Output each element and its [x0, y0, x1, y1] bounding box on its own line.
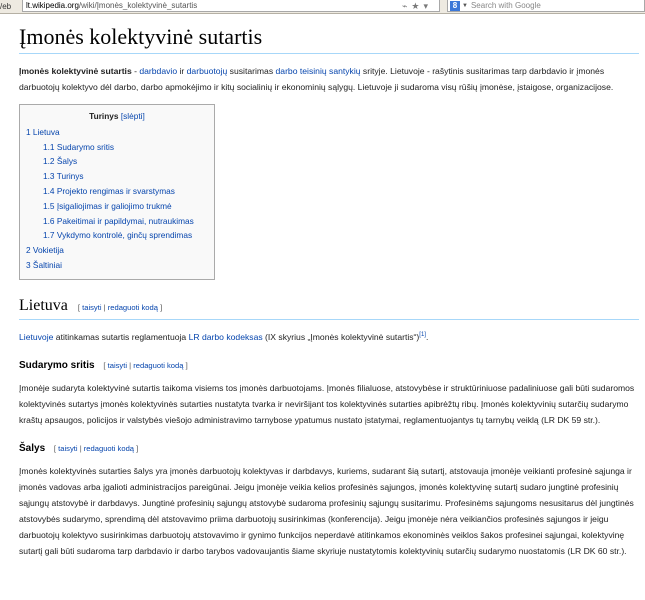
google-icon[interactable]: 8	[450, 1, 460, 11]
sudarymo-paragraph: Įmonėje sudaryta kolektyvinė sutartis taikoma visiems tos įmonės darbuotojams. Įmonės filialuose, atstovybėse ir struktūriniuose padaliniuose gali būti sudaromos kolektyvinės sutartys įmonės kolektyvinės sutarties nustatyta tvarka ir neviršijant tos kolektyvinės sutarties apibrėžtų ribų. Įmonės kolektyvinių sutarčių sudarymo kraštų apsaugos, policijos ir valstybės viešojo administravimo tarnybose ypatumus nustato įstatymai, reglamentuojantys tų tarnybų veiklą (LR DK 59 str.).	[19, 382, 635, 425]
link-darbo-teisiniu-santykiu[interactable]: darbo teisinių santykių	[275, 66, 361, 76]
edit-bracket-close: ]	[157, 302, 163, 312]
edit-source-link[interactable]: redaguoti kodą	[133, 360, 184, 370]
toc-hide-toggle[interactable]: [slėpti]	[120, 111, 145, 121]
edit-bracket-close: ]	[134, 443, 139, 453]
url-path: /wiki/Įmonės_kolektyvinė_sutartis	[78, 1, 198, 10]
edit-section-links	[54, 444, 138, 453]
address-bar-icons	[402, 0, 432, 12]
edit-separator: |	[101, 302, 108, 312]
edit-source-link[interactable]: redaguoti kodą	[107, 302, 158, 312]
intro-bold-term: Įmonės kolektyvinė sutartis	[19, 66, 132, 76]
link-lr-darbo-kodeksas[interactable]: LR darbo kodeksas	[188, 331, 263, 342]
edit-separator: |	[127, 360, 134, 370]
section-heading-lietuva	[19, 296, 639, 320]
url-host: lt.wikipedia.org	[26, 1, 79, 10]
tab-fragment[interactable]: /eb	[0, 2, 12, 11]
lietuva-paragraph	[19, 329, 639, 345]
intro-text-4: srityje. Lietuvoje - rašytinis susitarimas tarp darbdavio ir įmonės darbuotojų kolektyvo dėl darbo, darbo apmokėjimo ir kitų socialinių ir ekonominių sąlygų. Lietuvoje ji sudaroma visų rūšių įmonėse, įstaigose, organizacijose.	[19, 66, 614, 92]
link-darbdavio[interactable]: darbdavio	[139, 66, 178, 76]
edit-source-link[interactable]: redaguoti kodą	[83, 443, 135, 453]
bookmark-star-icon[interactable]: ★	[411, 1, 420, 11]
toc-item[interactable]: 1.3 Turinys	[43, 171, 84, 182]
edit-link[interactable]: taisyti	[107, 360, 128, 370]
dropdown-arrow-icon[interactable]: ▾	[423, 1, 429, 11]
toc-item[interactable]: 1.5 Įsigaliojimas ir galiojimo trukmė	[43, 200, 172, 211]
intro-text-2: ir	[177, 66, 187, 76]
lietuva-text-1: atitinkamas sutartis reglamentuoja	[53, 331, 189, 342]
toc-item[interactable]: 1.7 Vykdymo kontrolė, ginčų sprendimas	[43, 230, 193, 241]
search-placeholder: Search with Google	[470, 1, 541, 10]
toc-item[interactable]: 1 Lietuva	[26, 126, 60, 137]
toc-title: Turinys	[89, 111, 119, 121]
toc-item[interactable]: 1.4 Projekto rengimas ir svarstymas	[43, 185, 175, 196]
toc-item[interactable]: 3 Šaltiniai	[26, 259, 62, 270]
link-darbuotoju[interactable]: darbuotojų	[186, 66, 228, 76]
reference-link[interactable]: [1]	[419, 331, 426, 338]
browser-toolbar	[0, 0, 645, 14]
section-title: Lietuva	[19, 296, 68, 314]
section-title: Sudarymo sritis	[19, 359, 95, 371]
edit-bracket-open: [	[53, 443, 59, 453]
toc-header	[26, 109, 208, 124]
edit-separator: |	[77, 443, 84, 453]
section-heading-sudarymo-sritis	[19, 357, 639, 375]
intro-paragraph	[19, 63, 639, 95]
search-box[interactable]	[447, 0, 645, 12]
intro-text-1: -	[131, 66, 140, 76]
toc-item[interactable]: 1.6 Pakeitimai ir papildymai, nutraukimas	[43, 215, 194, 226]
table-of-contents	[19, 104, 215, 280]
toc-item[interactable]: 1.2 Šalys	[43, 156, 78, 167]
section-heading-salys	[19, 440, 639, 458]
section-title: Šalys	[19, 442, 46, 454]
edit-link[interactable]: taisyti	[82, 302, 102, 312]
edit-link[interactable]: taisyti	[58, 443, 78, 453]
link-lietuvoje[interactable]: Lietuvoje	[19, 331, 54, 342]
toc-item[interactable]: 1.1 Sudarymo sritis	[43, 141, 115, 152]
edit-section-links	[78, 303, 162, 312]
lietuva-text-2: (IX skyrius „Įmonės kolektyvinė sutartis“)	[262, 331, 420, 342]
edit-bracket-close: ]	[183, 360, 188, 370]
address-bar[interactable]	[22, 0, 440, 12]
edit-bracket-open: [	[77, 302, 83, 312]
toc-item[interactable]: 2 Vokietija	[26, 245, 64, 256]
edit-bracket-open: [	[103, 360, 108, 370]
intro-text-3: susitarimas	[227, 66, 276, 76]
lietuva-text-3: .	[425, 331, 429, 342]
search-engine-caret-icon[interactable]: ▼	[462, 3, 468, 9]
article-content	[19, 16, 639, 559]
rss-icon[interactable]: ⌁	[402, 1, 408, 11]
edit-section-links	[103, 361, 187, 370]
salys-paragraph: Įmonės kolektyvinės sutarties šalys yra įmonės darbuotojų kolektyvas ir darbdavys, kuriems, sudarant šią sutartį, atstovauja įmonėje veikianti profesinė sąjunga ir įmonės vadovas arba įgalioti administracijos pareigūnai. Jeigu įmonėje veikia kelios profesinės sąjungos, įmonės kolektyvinę sutartį sudaro jungtinė profesinių sąjungų atstovybė ir darbdavys. Jungtinė profesinių sąjungų atstovybė sudaroma profesinių sąjungų susitarimu. Profesinėms sąjungoms nesusitarus dėl jungtinės atstovybės sudarymo, sprendimą dėl atstovavimo priima darbuotojų susirinkimas (konferencija). Jeigu įmonėje nėra veikiančios profesinės sąjungos ir jeigu darbuotojų kolektyvo susirinkimas darbuotojų atstovavimo ir gynimo funkcijos neperdavė atitinkamos ekonominės veiklos šakos profesinei sąjungai, kolektyvinę sutartį gali būti sudaroma tarp darbdavio ir darbo tarybos vadovaujantis šiame skyriuje nustatytomis kolektyvinių sutarčių sudarymo nuostatomis (LR DK 60 str.).	[19, 465, 634, 556]
page-title: Įmonės kolektyvinė sutartis	[19, 24, 639, 54]
